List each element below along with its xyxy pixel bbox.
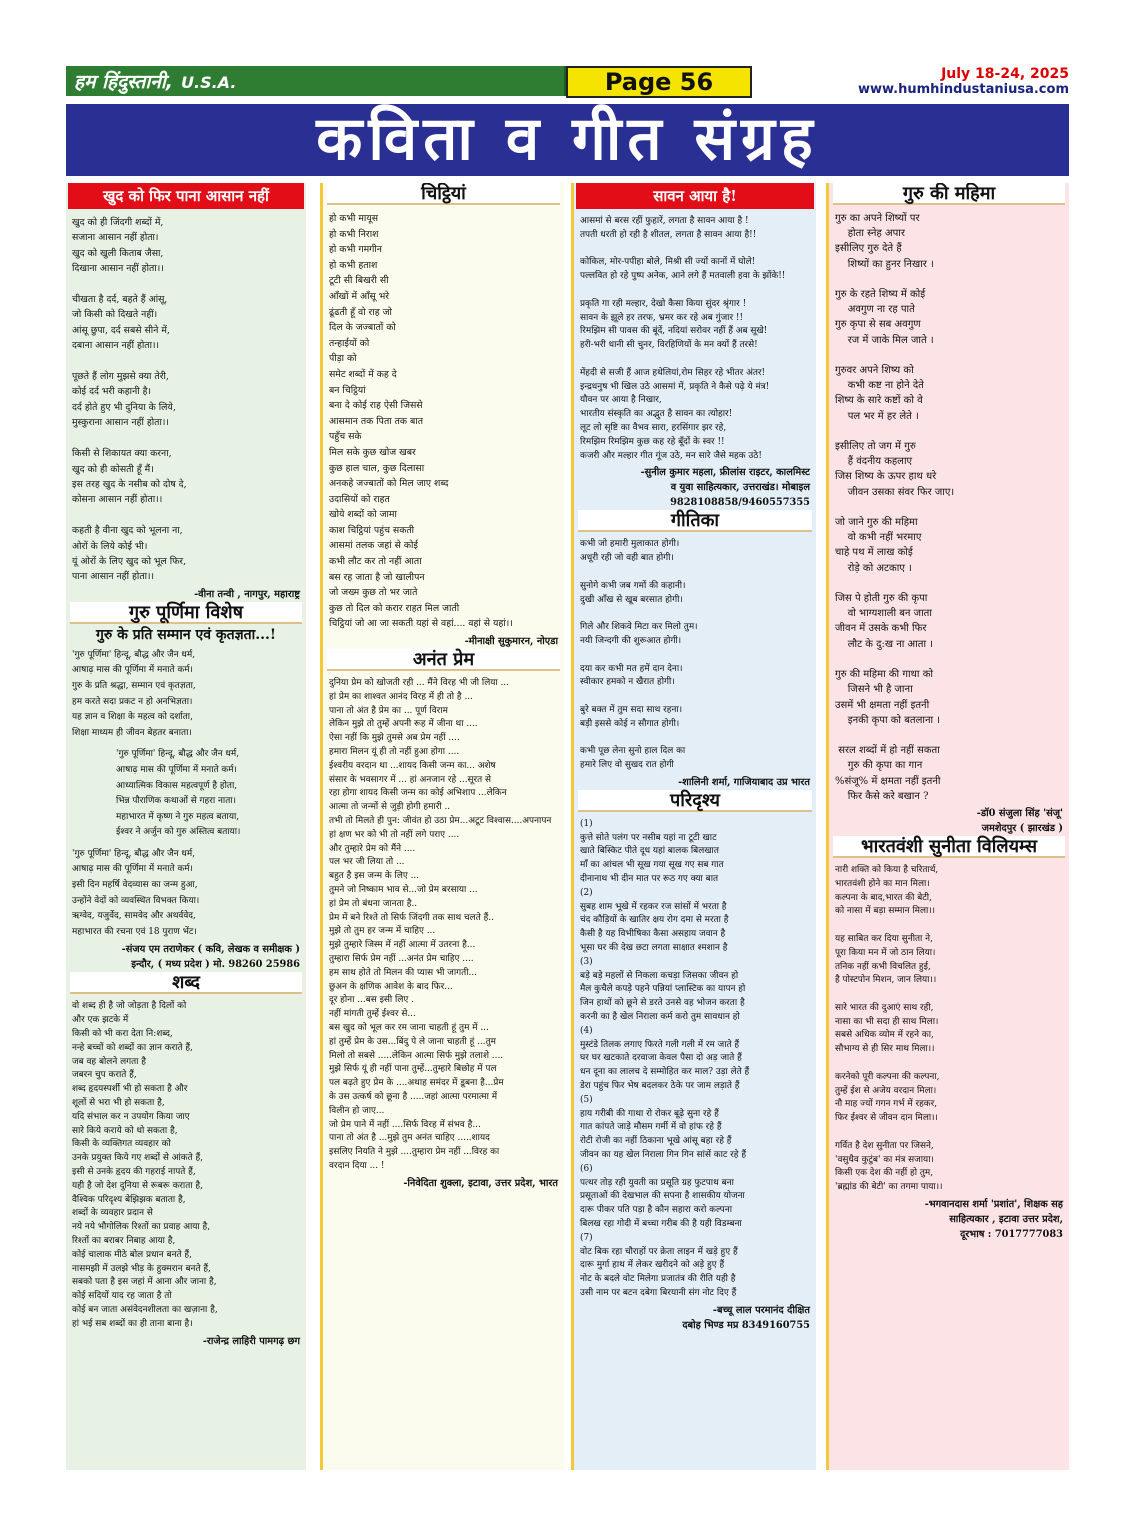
brand-bar (66, 66, 566, 96)
poem-title: गीतिका (578, 510, 812, 532)
poem-author: -निवेदिता शुक्ला, इटावा, उत्तर प्रदेश, भारत (403, 1177, 558, 1189)
website-link[interactable]: www.humhindustaniusa.com (857, 82, 1069, 97)
poem-title: अनंत प्रेम (327, 649, 560, 671)
poem-text: 'गुरु पूर्णिमा' हिन्दू, बौद्ध और जैन धर्म, आषाढ़ मास की पूर्णिमा में मनाते कर्म। इसी दिन महर्षि वेदव्यास का जन्म हुआ, उन्होंने वेदों को व्यवस्थित विभक्त किया। ऋग्वेद, यजुर्वेद, सामवेद और अथर्ववेद, महाभारत की रचना एवं 18 पुराण भेंट। (72, 848, 200, 937)
poem-author: -भगवानदास शर्मा 'प्रशांत', शिक्षक सह साहित्यकार , इटावा उत्तर प्रदेश, दूरभाष : 7017777083 (924, 1199, 1063, 1241)
poem-title: भारतवंशी सुनीता विलियम्स (833, 836, 1065, 858)
poem-title: चिट्ठियां (327, 183, 560, 205)
poem-author: -राजेन्द्र लाहिरी पामगढ़ छग (202, 1335, 300, 1347)
poem-title: गुरु की महिमा (833, 183, 1065, 205)
poem-subtitle: गुरु के प्रति सम्मान एवं कृतज्ञता...! (96, 626, 276, 643)
column-3 (571, 183, 816, 1470)
poem-author: -सुनील कुमार महला, फ्रीलांस राइटर, कालमिस्ट व युवा साहित्यकार, उत्तराखंड। मोबाइल 9828108858/9460557355 (640, 467, 810, 509)
column-4 (826, 183, 1069, 1470)
poem-text: दुनिया प्रेम को खोजती रही ... मैंने विरह भी जी लिया ... हां प्रेम का शाश्वत आनंद विरह में ही तो है ... पाना तो अंत है प्रेम का ... पूर्ण विराम लेकिन मुझे तो तुम्हें अपनी रूह में जीना था .... ऐसा नहीं कि मुझे तुमसे अब प्रेम नहीं .... हमारा मिलन यूं ही तो नहीं हुआ होगा .... ईश्वरीय वरदान था ...शायद किसी जन्म का... अशेष संसार के भवसागर में ... हां अनजान रहे ...सूरत से रहा होगा शायद किसी जन्म का कोई अभिशाप ...लेकिन आत्मा तो जन्मों से जुड़ी होगी हमारी .. तभी तो मिलते ही पुन: जीवंत हो उठा प्रेम...अटूट विश्वास....अपनापन हां क्षण भर को भी तो नहीं लगे पराए .... और तुम्हारे प्रेम को मैंने .... पल भर जी लिया तो ... बहुत है इस जन्म के लिए ... तुमने जो निष्काम भाव से...जो प्रेम बरसाया ... हां प्रेम तो बंधना जानता है.. प्रेम में बने रिश्ते तो सिर्फ जिंदगी तक साथ चलते हैं.. मुझे तो तुम हर जन्म में चाहिए ... मुझे तुम्हारे जिस्म में नहीं आत्मा में उतरना है... तुम्हारा सिर्फ प्रेम नहीं ...अनंत प्रेम चाहिए .... हम साथ होते तो मिलन की प्यास भी जागती... छुअन के क्षणिक आवेश के बाद फिर... दूर होना ...बस इसी लिए . नहीं मांगती तुम्हें ईश्वर से... बस खुद को भूल कर रम जाना चाहती हूं तुम में ... हां तुम्हें प्रेम के उस...बिंदु पे ले जाना चाहती हूं ...तुम मिलो तो सबसे .....लेकिन आत्मा सिर्फ मुझे तलाशे .... मुझे सिर्फ यूं ही नहीं पाना तुम्हें...तुम्हारे बिछोह में पल पल बढ़ते हुए प्रेम के ....अथाह समंदर में डूबना है...प्रेम के उस उत्कर्ष को छूना है .....जहां आत्मा परमात्मा में विलीन हो जाए... जो प्रेम पाने में नहीं ....सिर्फ विरह में संभव है... पाना तो अंत है ...मुझे तुम अनंत चाहिए .....शायद इसलिए नियति ने मुझे ....तुम्हारा प्रेम नहीं ...विरह का वरदान दिया ... ! (329, 678, 552, 1171)
banner-title: कविता व गीत संग्रह (316, 104, 819, 174)
poem-text: 'गुरु पूर्णिमा' हिन्दू, बौद्ध और जैन धर्म, आषाढ़ मास की पूर्णिमा में मनाते कर्म। गुरु के प्रति श्रद्धा, सम्मान एवं कृतज्ञता, हम करते सदा प्रकट न हो अनभिज्ञता। यह ज्ञान व शिक्षा के महत्व को दर्शाता, शिक्षा माध्यम ही जीवन बेहतर बनाता। (72, 649, 196, 738)
masthead (66, 66, 1069, 98)
poem-text: आसमां से बरस रहीं फुहारें, लगता है सावन आया है ! तपती धरती हो रही है शीतल, लगता है सावन आया है!! कोकिल, मोर-पपीहा बोले, मिश्री सी ज्यों कानों में घोले! पल्लवित हो रहे पुष्प अनेक, आने लगे हैं मतवाली हवा के झोंके!! प्रकृति गा रही मल्हार, देखो कैसा किया सुंदर श्रृंगार ! सावन के झूले हर तरफ, भ्रमर कर रहे अब गुंजार !! रिमझिम सी पावस की बूंदें, नदियां सरोवर नहीं हैं अब सूखे! हरी-भरी धानी सी चुनर, विरहिणियों के मन क्यों हैं तरसे! मेंहदी से सजी हैं आज हथेलियां,रोम सिहर रहे भीतर अंतर! इन्द्रधनुष भी खिल उठे आसमां में, प्रकृति ने कैसे पढ़े ये मंत्र! यौवन पर आया है निखार, भारतीय संस्कृति का अद्भुत है सावन का त्योहार! लूट लो सृष्टि का वैभव सारा, हरसिंगार झर रहे, रिमझिम रिमझिम कुछ कह रहे बूँदों के स्वर !! कजरी और मल्हार गीत गूंज उठे, मन सारे जैसे महक उठे! (580, 216, 786, 461)
issue-date: July 18-24, 2025 (941, 66, 1069, 82)
poem-text: 'गुरु पूर्णिमा' हिन्दू, बौद्ध और जैन धर्म, आषाढ़ मास की पूर्णिमा में मनाते कर्म। आध्यात्मिक विकास महत्वपूर्ण है होता, भिन्न पौराणिक कथाओं से गहरा नाता। महाभारत में कृष्ण ने गुरु महत्व बताया, ईश्वर ने अर्जुन को गुरु अस्तित्व बताया। (116, 749, 241, 838)
poem-author: -संजय एम तराणेकर ( कवि, लेखक व समीक्षक ) इन्दौर, ( मध्य प्रदेश ) मो. 98260 25986 (121, 944, 300, 971)
poem-text: वो शब्द ही है जो जोड़ता है दिलों को और एक झटके में किसी को भी करा देता नि:शब्द, नन्हे बच्चों को शब्दों का ज्ञान कराते हैं, जब वह बोलने लगता है जबरन चुप कराते हैं, शब्द हृदयस्पर्शी भी हो सकता है और शूलों से भरा भी हो सकता है, यदि संभाल कर न उपयोग किया जाए सारे किये कराये को धो सकता है, किसी के व्यक्तिगत व्यवहार को उनके प्रयुक्त किये गए शब्दों से आंकते हैं, इसी से उनके हृदय की गहराई नापते हैं, यही है जो देश दुनिया से रूबरू कराता है, वैश्विक परिदृश्य बेझिझक बताता है, शब्दों के व्यवहार प्रदान से नये नये भौगोलिक रिश्तों का प्रवाह आया है, रिश्तों का बराबर निबाह आया है, कोई चालाक मीठे बोल प्रधान बनते हैं, नासमझी में उलझे भीड़ के हुक्मरान बनते हैं, सबको पता है इस जहां में आना और जाना है, कोई सदियों याद रह जाता है तो कोई बन जाता असंवेदनशीलता का खज़ाना है, हां भई सब शब्दों का ही ताना बाना है। (72, 1001, 218, 1329)
poem-text: खुद को ही जिंदगी शब्दों में, सजाना आसान नहीं होता। खुद को खुली किताब जैसा, दिखाना आसान नहीं होता।। चीखता है दर्द, बहते हैं आंसू, जो किसी को दिखते नहीं। आंसू छुपा, दर्द सबसे सीने में, दबाना आसान नहीं होता।। पूछते हैं लोग मुझसे क्या तेरी, कोई दर्द भरी कहानी है। दर्द होते हुए भी दुनिया के लिये, मुस्कुराना आसान नहीं होता।। किसी से शिकायत क्या करना, खुद को ही कोसती हूँ मैं। इस तरह खुद के नसीब को दोष दे, कोसना आसान नहीं होता।। कहती है वीना खुद को भूलना ना, ओरों के लिये कोई भी। यूं ओरों के लिए खुद को भूल फिर, पाना आसान नहीं होता।। (72, 217, 187, 583)
brand-text: हम हिंदुस्तानी, (74, 71, 173, 93)
poem-author: -वीना तन्वी , नागपुर, महाराष्ट्र (194, 588, 300, 600)
poem-text: नारी शक्ति को किया है चरितार्थ, भारतवंशी होने का मान मिला। कल्पना के बाद,भारत की बेटी, को नासा में बड़ा सम्मान मिला।। यह साबित कर दिया सुनीता ने, पूरा किया मन में जो ठान लिया। तनिक नहीं कभी विचलित हुई, है पोस्टपोन मिशन, जान लिया।। सारे भारत की दुआएं साथ रही, नासा का भी सदा ही साथ मिला। सबसे अधिक व्योम में रहने का, सौभाग्य से ही सिर माथ मिला।। करनेको पूरी कल्पना की कल्पना, तुम्हें ईश से अजेय वरदान मिला। नौ माह ज्यों गगन गर्भ में रहकर, फिर ईश्वर से जीवन दान मिला।। गर्वित है देश सुनीता पर जिसने, 'वसुधैव कुटुंब' का मंत्र सजाया। किसी एक देश की नहीं हो तुम, 'ब्रह्मांड की बेटी' का तगमा पाया।। (835, 864, 943, 1193)
brand-suffix: U.S.A. (181, 73, 237, 92)
poem-author: -डॉ0 संजुला सिंह 'संजू' जमशेदपुर ( झारखंड ) (976, 807, 1063, 834)
poem-title: सावन आया है! (576, 183, 814, 209)
poem-text: गुरु का अपने शिष्यों पर होता स्नेह अपार इसीलिए गुरु देते हैं शिष्यों का हुनर निखार । गुरु के रहते शिष्य में कोई अवगुण ना रह पाते गुरु कृपा से सब अवगुण रज में जाके मिल जाते । गुरुवर अपने शिष्य को कभी कष्ट ना होने देते शिष्य के सारे कष्टों को वे पल भर में हर लेते । इसीलिए तो जग में गुरु हैं वंदनीय कहलाए जिस शिष्य के ऊपर हाथ धरे जीवन उसका संवर फिर जाए। जो जाने गुरु की महिमा वो कभी नहीं भरमाए चाहे पथ में लाख कोई रोड़े को अटकाए । जिस पे होती गुरु की कृपा वो भाग्यशाली बन जाता जीवन में उसके कभी फिर लौट के दु:ख ना आता । गुरु की महिमा की गाथा को जिसने भी है जाना उसमें भी क्षमता नहीं इतनी इनकी कृपा को बतलाना । सरल शब्दों में हो नहीं सकता गुरु की कृपा का गान %संजू% में क्षमता नहीं इतनी फिर कैसे करे बखान ? (835, 213, 955, 802)
section-banner (66, 104, 1069, 176)
poem-author: -मीनाक्षी सुकुमारन, नोएडा (464, 636, 558, 648)
page-number: Page 56 (566, 66, 752, 98)
poem-text: कभी जो हमारी मुलाकात होगी। अधूरी रही जो वही बात होगी। सुनोगे कभी जब गमों की कहानी। दुखी आँख से खूब बरसात होगी। गिले और शिकवे मिटा कर मिलो तुम। नयी जिन्दगी की शुरूआत होगी। दया कर कभी मत हमें दान देना। स्वीकार हमको न खैरात होगी। बुरे बक्त में तुम सदा साथ रहना। बड़ी इससे कोई न सौगात होगी। कभी पूछ लेना सुनो हाल दिल का हमारे लिए वो सुखद रात होगी (580, 539, 698, 771)
poem-title: शब्द (70, 972, 302, 994)
section-title: गुरु पूर्णिमा विशेष (70, 602, 302, 624)
poem-title: परिदृश्य (578, 790, 812, 812)
poem-text: (1) कुत्ते सोते पलंग पर नसीब यहां ना टूटी खाट खाते बिस्किट पीते दूध यहां बालक बिलखात माँ का आंचल भी सूख गया सूख गए सब गात दीनानाथ भी दीन मात पर रूठ गए क्या बात (2) सुबह शाम भूखे में रहकर रज सांसों में भरता है चंद कौड़ियों के खातिर क्षय रोग दमा से मरता है कैसी है यह विभीषिका कैसा असहाय जवान है भूसा घर की देख छटा लगता साक्षात श्मशान है (3) बड़े बड़े महलों से निकला कचड़ा जिसका जीवन हो मैल कुचैले कपड़े पहने पन्नियां प्लास्टिक का यापन हो जिन हाथों को छूने से डरते उनसे वह भोजन करता है करनी का है खेल निराला कर्म करो तुम सावधान हो (4) मुस्टंडे तिलक लगाए फिरते गली गली में रम जाते हैं घर घर खटकाते दरवाजा केवल पैसा दो अड़ जाते हैं धन दूना का लालच दे सम्मोहित कर माल? उड़ा लेते हैं डेरा पहुंच फिर भेष बदलकर ठेके पर जाम लड़ाते हैं (5) हाय गरीबी की गाथा रो रोकर बूढ़े सुना रहे हैं गात कांपते जाड़े मौसम गर्मी में वो हांफ रहे हैं रोटी रोजी का नहीं ठिकाना भूखे आंसू बहा रहे हैं जीवन का यह खेल निराला गिन गिन सांसें काट रहे हैं (6) पत्थर तोड़ रही युवती का प्रसूति ग्रह फुटपाथ बना प्रसूताओं की देखभाल की सपना है शासकीय योजना दारू पीकर पति पड़ा है कौन सहारा करो कल्पना बिलख रहा गोदी में बच्चा गरीब की है यही विडम्बना (7) वोट बिक रहा चौराहों पर क्रेता लाइन में खड़े हुए हैं दारू मुर्गा हाथ में लेकर खरीदने को अड़े हुए हैं नोट के बदले वोट मिलेगा प्रजातंत्र की रीति यही है उसी नाम पर बटन दबेगा बिरयानी संग नोट दिए हैं (580, 818, 750, 1298)
column-2 (320, 183, 564, 1470)
poem-author: -शालिनी शर्मा, गाजियाबाद उप्र भारत (678, 776, 810, 788)
column-1 (66, 183, 306, 1470)
poem-author: -बच्चू लाल परमानंद दीक्षित दबोह भिण्ड मप्र 8349160755 (682, 1304, 810, 1331)
poem-title: खुद को फिर पाना आसान नहीं (68, 183, 304, 209)
poem-text: हो कभी मायूस हो कभी निराश हो कभी गमगीन हो कभी हताश टूटी सी बिखरी सी आँखों में आँसू भरे ढूंढती हूँ वो राह जो दिल के जज्बातों को तन्हाईयों को पीड़ा को समेट शब्दों में कह दे बन चिट्ठियां बना दे कोई राह ऐसी जिससे आसमान तक पिता तक बात पहुँच सके मिल सके कुछ खोज खबर कुछ हाल चाल, कुछ दिलासा अनकहे जज्बातों को मिल जाए शब्द उदासियों को राहत खोये शब्दों को जामा काश चिट्ठियां पहुंच सकती आसमां तलक जहां से कोई कभी लौट कर तो नहीं आता बस रह जाता है जो खालीपन जो जख्म कुछ तो भर जाते कुछ तो दिल को करार राहत मिल जाती चिट्ठियां जो आ जा सकती यहां से वहां.... वहां से यहां।। (329, 213, 513, 630)
brand-name (74, 68, 236, 94)
